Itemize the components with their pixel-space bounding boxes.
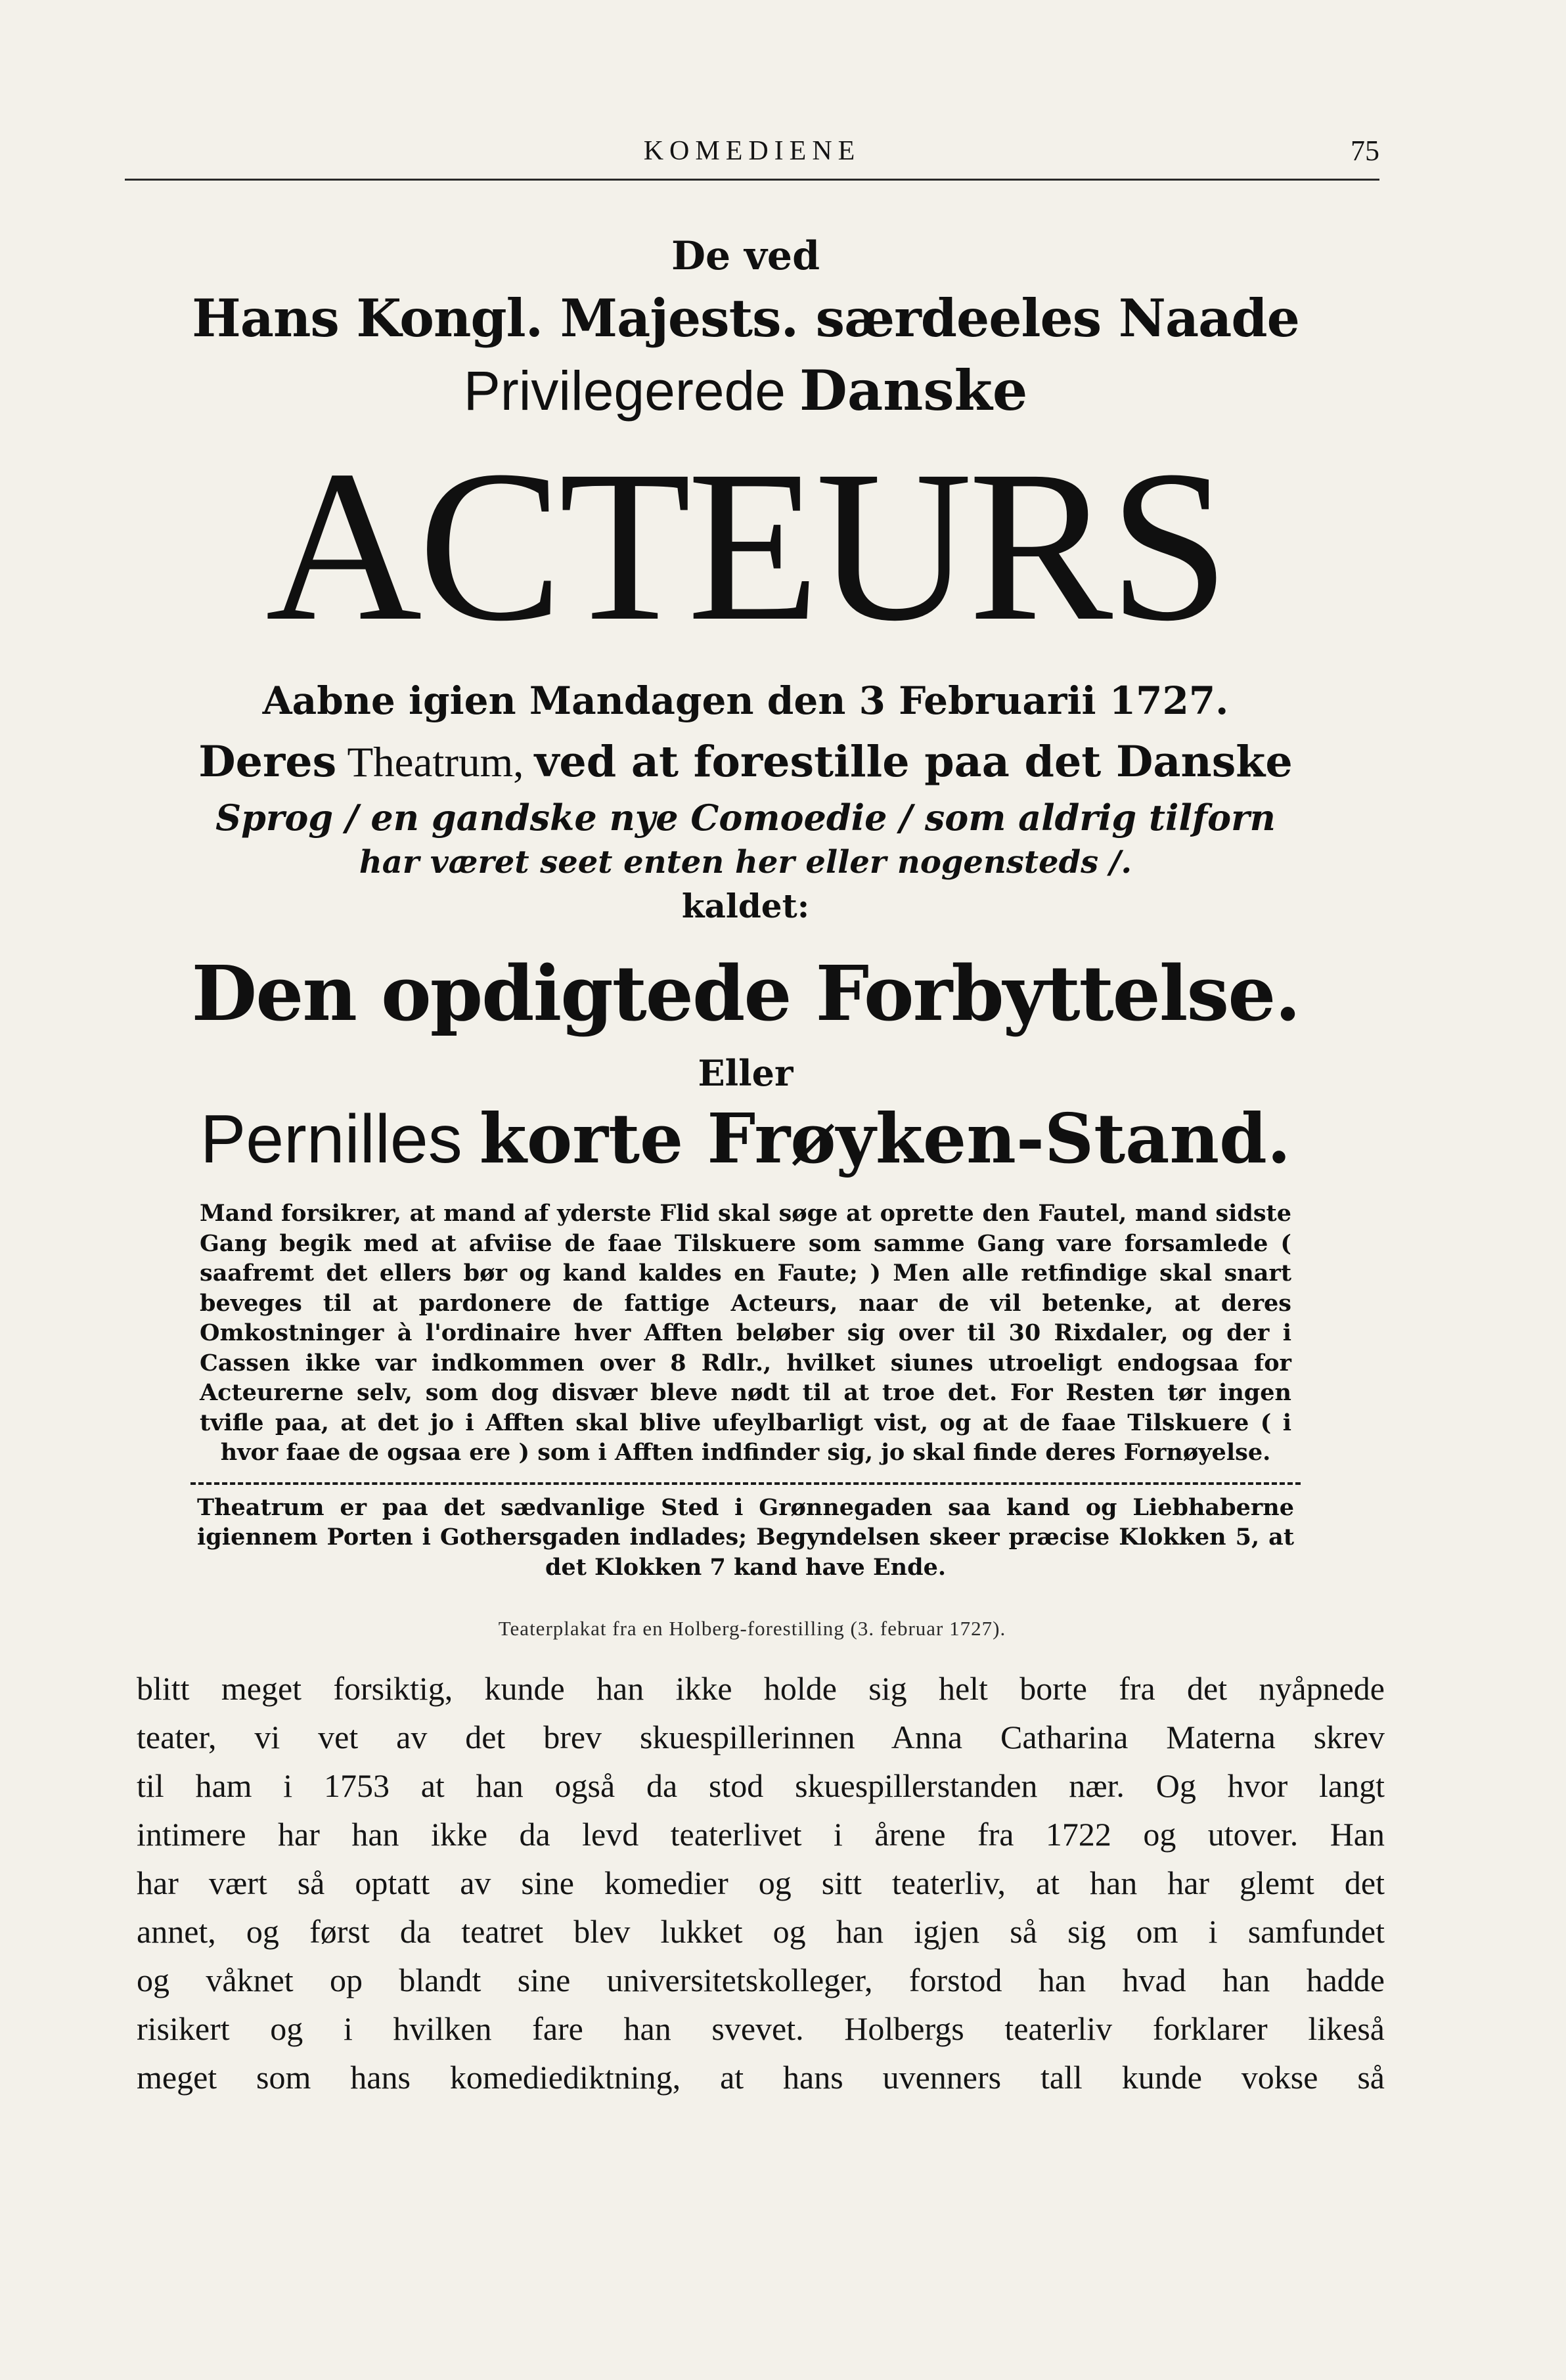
poster-line-eller: Eller [698, 1052, 794, 1094]
figure-caption: Teaterplakat fra en Holberg-forestilling (3. februar 1727). [498, 1617, 1006, 1640]
poster-body-text: Mand forsikrer, at mand af yderste Flid skal søge at oprette den Fautel, mand sidste Gang begik med at afviise de faae Tilskuere som samme Gang vare forsamlede ( saafremt det ellers bør og kand kaldes en Faute; ) Men alle retfindige skal snart beveges til at pardonere de fattige Acteurs, naar de vil betenke, at deres Omkostninger à l'ordinaire hver Afften beløber sig over til 30 Rixdaler, og der i Cassen ikke var indkommen over 8 Rdlr., hvilket siunes utroeligt endogsaa for Acteurerne selv, som dog disvær bleve nødt til at troe det. For Resten tør ingen tvifle paa, at det jo i Afften skal blive ufeylbarligt vist, og at de faae Tilskuere ( i hvor faae de ogsaa ere ) som i Afften indfinder sig, jo skal finde deres Fornøyelse. [200, 1200, 1291, 1466]
body-line: og våknet op blandt sine universitetskolleger, forstod han hvad han hadde [137, 1962, 1385, 1998]
poster-line-kaldet: kaldet: [681, 887, 810, 925]
poster-acteurs-heading: ACTEURS [265, 426, 1226, 666]
poster-pernilles-word: Pernilles [200, 1101, 462, 1178]
poster-danske-text: Danske [799, 358, 1028, 423]
theater-poster [190, 217, 1301, 1583]
body-line: har vært så optatt av sine komedier og sitt teaterliv, at han har glemt det [137, 1864, 1385, 1901]
body-text [137, 1664, 1385, 2102]
poster-privilegerede-text: Privilegerede [463, 360, 786, 422]
poster-separator [190, 1482, 1301, 1485]
body-line: til ham i 1753 at han også da stod skuespillerstanden nær. Og hvor langt [137, 1767, 1385, 1804]
poster-line-aabne: Aabne igien Mandagen den 3 Februarii 1727. [262, 678, 1229, 723]
poster-line-majestet: Hans Kongl. Majests. særdeeles Naade [192, 288, 1299, 349]
poster-line-sprog: Sprog / en gandske nye Comoedie / som aldrig tilforn [215, 797, 1276, 839]
poster-line-deres [190, 730, 1301, 794]
poster-line-privilegerede [190, 355, 1301, 428]
body-line: meget som hans komediediktning, at hans uvenners tall kunde vokse så [137, 2059, 1385, 2096]
body-line: risikert og i hvilken fare han svevet. Holbergs teaterliv forklarer likeså [137, 2010, 1385, 2047]
poster-footer-text: Theatrum er paa det sædvanlige Sted i Grønnegaden saa kand og Liebhaberne igiennem Porten i Gothersgaden indlades; Begyndelsen skeer præcise Klokken 5, at det Klokken 7 kand have Ende. [197, 1493, 1294, 1581]
poster-line-har: har været seet enten her eller nogensteds /. [359, 844, 1132, 881]
running-title: KOMEDIENE [643, 136, 861, 166]
poster-ved-text: ved at forestille paa det Danske [534, 737, 1293, 787]
poster-line-pernilles [190, 1096, 1301, 1183]
poster-theatrum-word: Theatrum, [347, 739, 524, 786]
poster-play-title: Den opdigtede Forbyttelse. [191, 950, 1300, 1038]
body-line: intimere har han ikke da levd teaterlivet i årene fra 1722 og utover. Han [137, 1816, 1385, 1853]
poster-deres-word: Deres [198, 737, 337, 787]
poster-line-de-ved: De ved [671, 233, 820, 279]
page-header [125, 125, 1379, 181]
body-line: blitt meget forsiktig, kunde han ikke holde sig helt borte fra det nyåpnede [137, 1670, 1385, 1707]
poster-korte-text: korte Frøyken-Stand. [479, 1098, 1291, 1179]
body-line: teater, vi vet av det brev skuespillerinnen Anna Catharina Materna skrev [137, 1719, 1385, 1755]
body-line: annet, og først da teatret blev lukket og han igjen så sig om i samfundet [137, 1913, 1385, 1950]
page-number: 75 [1351, 135, 1379, 167]
